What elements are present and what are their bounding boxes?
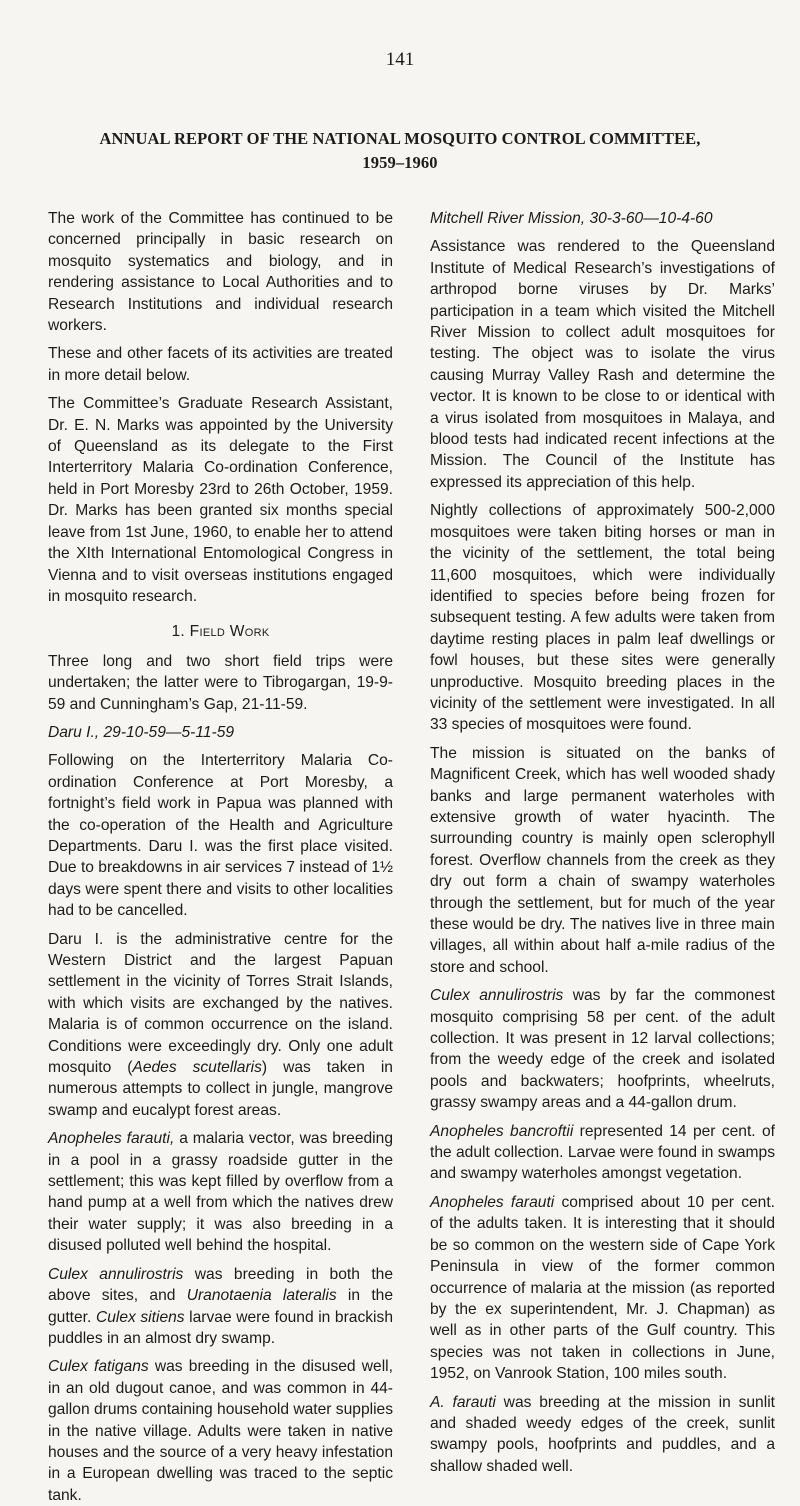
paragraph: Following on the Interterritory Malaria Co-ordination Conference at Port Moresby, a fortnight’s field work in Papua was planned with the co-operation of the Health and Agriculture Departments. Daru I. was the first place visited. Due to breakdowns in air services 7 instead of 1½ days were spent there and visits to other localities had to be cancelled. [48, 752, 393, 920]
text: ) was taken in numerous attempts to collect in jungle, mangrove swamp and eucalypt forest areas. [48, 1059, 393, 1119]
right-column [430, 208, 775, 1477]
paragraph: The work of the Committee has continued to be concerned principally in basic research on mosquito systematics and biology, and in rendering assistance to Local Authorities and to Research Institutions and individual research workers. [48, 210, 393, 335]
text: comprised about 10 per cent. of the adults taken. It is interesting that it should be so common on the western side of Cape York Peninsula in view of the former common occurrence of malaria at the mission (as reported by the ex superintendent, Mr. J. Chapman) as well as in other parts of the Gulf country. This species was not taken in collections in June, 1952, on Vanrook Station, 100 miles south. [430, 1193, 775, 1383]
paragraph: Assistance was rendered to the Queensland Institute of Medical Research’s investigations of arthropod borne viruses by Dr. Marks’ participation in a team which visited the Mitchell River Mission to collect adult mosquitoes for testing. The object was to isolate the virus causing Murray Valley Rash and determine the vector. It is known to be close to or identical with a virus isolated from mosquitoes in Malaya, and blood tests had indicated recent infections at the Mission. The Council of the Institute has expressed its appreciation of this help. [430, 238, 775, 491]
species-name: Uranotaenia lateralis [186, 1287, 337, 1305]
paragraph [430, 1192, 775, 1385]
report-title [40, 127, 760, 175]
subheading-place: Daru I., [48, 723, 100, 741]
left-column [48, 208, 393, 1506]
paragraph: Nightly collections of approximately 500-2,000 mosquitoes were taken biting horses or man in the vicinity of the settlement, the total being 11,600 mosquitoes, which were individually identified to species before being frozen for subsequent testing. A few adults were taken from daytime resting places in palm leaf dwellings or fowl houses, but these sites were generally unproductive. Mosquito breeding places in the vicinity of the settlement were investigated. In all 33 species of mosquitoes were found. [430, 502, 775, 734]
paragraph [430, 1121, 775, 1185]
species-name: Anopheles bancroftii [430, 1122, 574, 1140]
paragraph: Three long and two short field trips were undertaken; the latter were to Tibrogargan, 19-9-59 and Cunningham’s Gap, 21-11-59. [48, 652, 393, 713]
paragraph [48, 1264, 393, 1350]
text: was breeding in the disused well, in an old dugout canoe, and was common in 44-gallon drums containing household water supplies in the native village. Adults were taken in native houses and the source of a very heavy infestation in a European dwelling was traced to the septic tank. [48, 1358, 394, 1504]
text: was by far the commonest mosquito comprising 58 per cent. of the adult collection. It was present in 12 larval collections; from the weedy edge of the creek and isolated pools and backwaters; hoofprints, wheelruts, grassy swampy areas and a 44-gallon drum. [430, 987, 775, 1112]
species-name: A. farauti [430, 1393, 496, 1411]
paragraph [48, 929, 393, 1122]
subheading-daru [48, 722, 393, 743]
paragraph [430, 985, 775, 1113]
subheading-dates: 30-3-60—10-4-60 [585, 210, 713, 227]
species-name: Culex sitiens [95, 1308, 185, 1326]
paragraph [430, 1392, 775, 1478]
paragraph [48, 1356, 393, 1506]
subheading-dates: 29-10-59—5-11-59 [99, 723, 235, 741]
species-name: Anopheles farauti, [48, 1130, 175, 1148]
species-name: Anopheles farauti [430, 1193, 555, 1211]
paragraph [48, 1128, 393, 1256]
species-name: Culex fatigans [48, 1358, 149, 1376]
subheading-place: Mitchell River Mission, [430, 210, 586, 227]
paragraph: These and other facets of its activities are treated in more detail below. [48, 345, 393, 384]
paragraph: The Committee’s Graduate Research Assistant, Dr. E. N. Marks was appointed by the University of Queensland as its delegate to the First Interterritory Malaria Co-ordination Conference, held in Port Moresby 23rd to 26th October, 1959. Dr. Marks has been granted six months special leave from 1st June, 1960, to enable her to attend the XIth International Entomological Congress in Vienna and to visit overseas institutions engaged in mosquito research. [48, 395, 393, 605]
report-title-line-2: 1959–1960 [362, 153, 438, 172]
report-title-line-1: ANNUAL REPORT OF THE NATIONAL MOSQUITO CONTROL COMMITTEE, [99, 129, 701, 148]
text: was breeding at the mission in sunlit and shaded weedy edges of the creek, sunlit swampy pools, hoofprints and puddles, and a shallow shaded well. [430, 1393, 775, 1475]
species-name: Aedes scutellaris [132, 1059, 262, 1077]
species-name: Culex annulirostris [430, 987, 564, 1005]
species-name: Culex annulirostris [48, 1265, 184, 1283]
text: in the gutter. [48, 1287, 393, 1326]
paragraph: The mission is situated on the banks of Magnificent Creek, which has well wooded shady banks and large permanent waterholes with extensive growth of water hyacinth. The surrounding country is mainly open sclerophyll forest. Overflow channels from the creek as they dry out form a chain of swampy waterholes through the settlement, but for much of the year these would be dry. The natives live in three main villages, all within about half a-mile radius of the store and school. [430, 744, 775, 976]
page-number: 141 [385, 49, 415, 70]
text: represented 14 per cent. of the adult collection. Larvae were found in swamps and swampy waterholes amongst vegetation. [430, 1122, 775, 1183]
subheading-mitchell-river [430, 208, 775, 229]
text: was breeding in both the above sites, and [48, 1265, 393, 1305]
text: larvae were found in brackish puddles in an almost dry swamp. [48, 1308, 393, 1347]
text: Daru I. is the administrative centre for the Western District and the largest Papuan settlement in the vicinity of Torres Strait Islands, with which visits are exchanged by the natives. Malaria is of common occurrence on the island. Conditions were exceedingly dry. Only one adult mosquito ( [48, 930, 393, 1077]
section-heading-field-work: 1. Field Work [171, 623, 270, 641]
text: a malaria vector, was breeding in a pool in a grassy roadside gutter in the settlement; this was kept filled by overflow from a hand pump at a well from which the natives drew their water supply; it was also breeding in a disused polluted well behind the hospital. [48, 1130, 393, 1255]
